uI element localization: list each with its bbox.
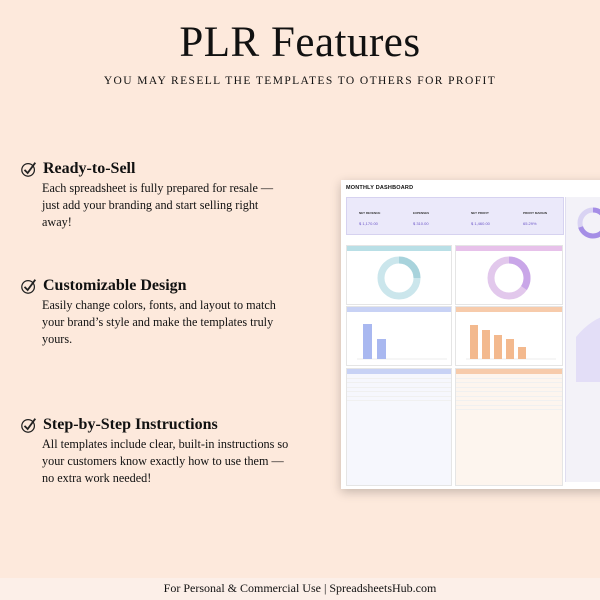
donut-panel-income (346, 245, 452, 305)
feature-title: Step-by-Step Instructions (43, 416, 218, 433)
donut-panel-expense (455, 245, 563, 305)
feature-ready-to-sell (20, 160, 290, 231)
feature-description: Easily change colors, fonts, and layout to match your brand’s style and make the templates truly yours. (42, 298, 276, 346)
kpi-value: $ 310.00 (413, 221, 429, 226)
page-subtitle: YOU MAY RESELL THE TEMPLATES TO OTHERS FOR PROFIT (103, 75, 497, 87)
kpi-value: 65.29% (523, 221, 537, 226)
feature-description: All templates include clear, built-in instructions so your customers know exactly how to use them — no extra work needed! (42, 437, 289, 485)
dashboard-preview (341, 180, 600, 489)
table-expenses (455, 368, 563, 486)
feature-customizable-design (20, 277, 290, 348)
feature-description: Each spreadsheet is fully prepared for resale — just add your branding and start selling right away! (42, 181, 274, 229)
donut-chart (456, 251, 562, 305)
kpi-value: $ 1,170.00 (359, 221, 378, 226)
page-title: PLR Features (179, 19, 421, 66)
profit-donut (566, 197, 600, 257)
feature-step-by-step (20, 416, 290, 487)
bar-chart (456, 312, 562, 366)
donut-chart (347, 251, 451, 305)
dashboard-title: MONTHLY DASHBOARD (346, 185, 414, 191)
feature-title: Ready-to-Sell (43, 160, 136, 177)
check-icon (20, 160, 38, 178)
bar-panel-blue (346, 306, 452, 366)
area-chart (566, 282, 600, 392)
kpi-value: $ 1,460.00 (471, 221, 490, 226)
kpi-label: NET REVENUE (359, 211, 381, 215)
check-icon (20, 416, 38, 434)
kpi-label: NET PROFIT (471, 211, 489, 215)
footer: For Personal & Commercial Use | SpreadsheetsHub.com (0, 578, 600, 600)
feature-title: Customizable Design (43, 277, 187, 294)
check-icon (20, 277, 38, 295)
table-income (346, 368, 452, 486)
bar-panel-orange (455, 306, 563, 366)
kpi-label: PROFIT MARGIN (523, 211, 547, 215)
side-panel (565, 197, 600, 482)
bar-chart (347, 312, 451, 366)
kpi-strip (346, 197, 564, 235)
kpi-label: EXPENSES (413, 211, 430, 215)
